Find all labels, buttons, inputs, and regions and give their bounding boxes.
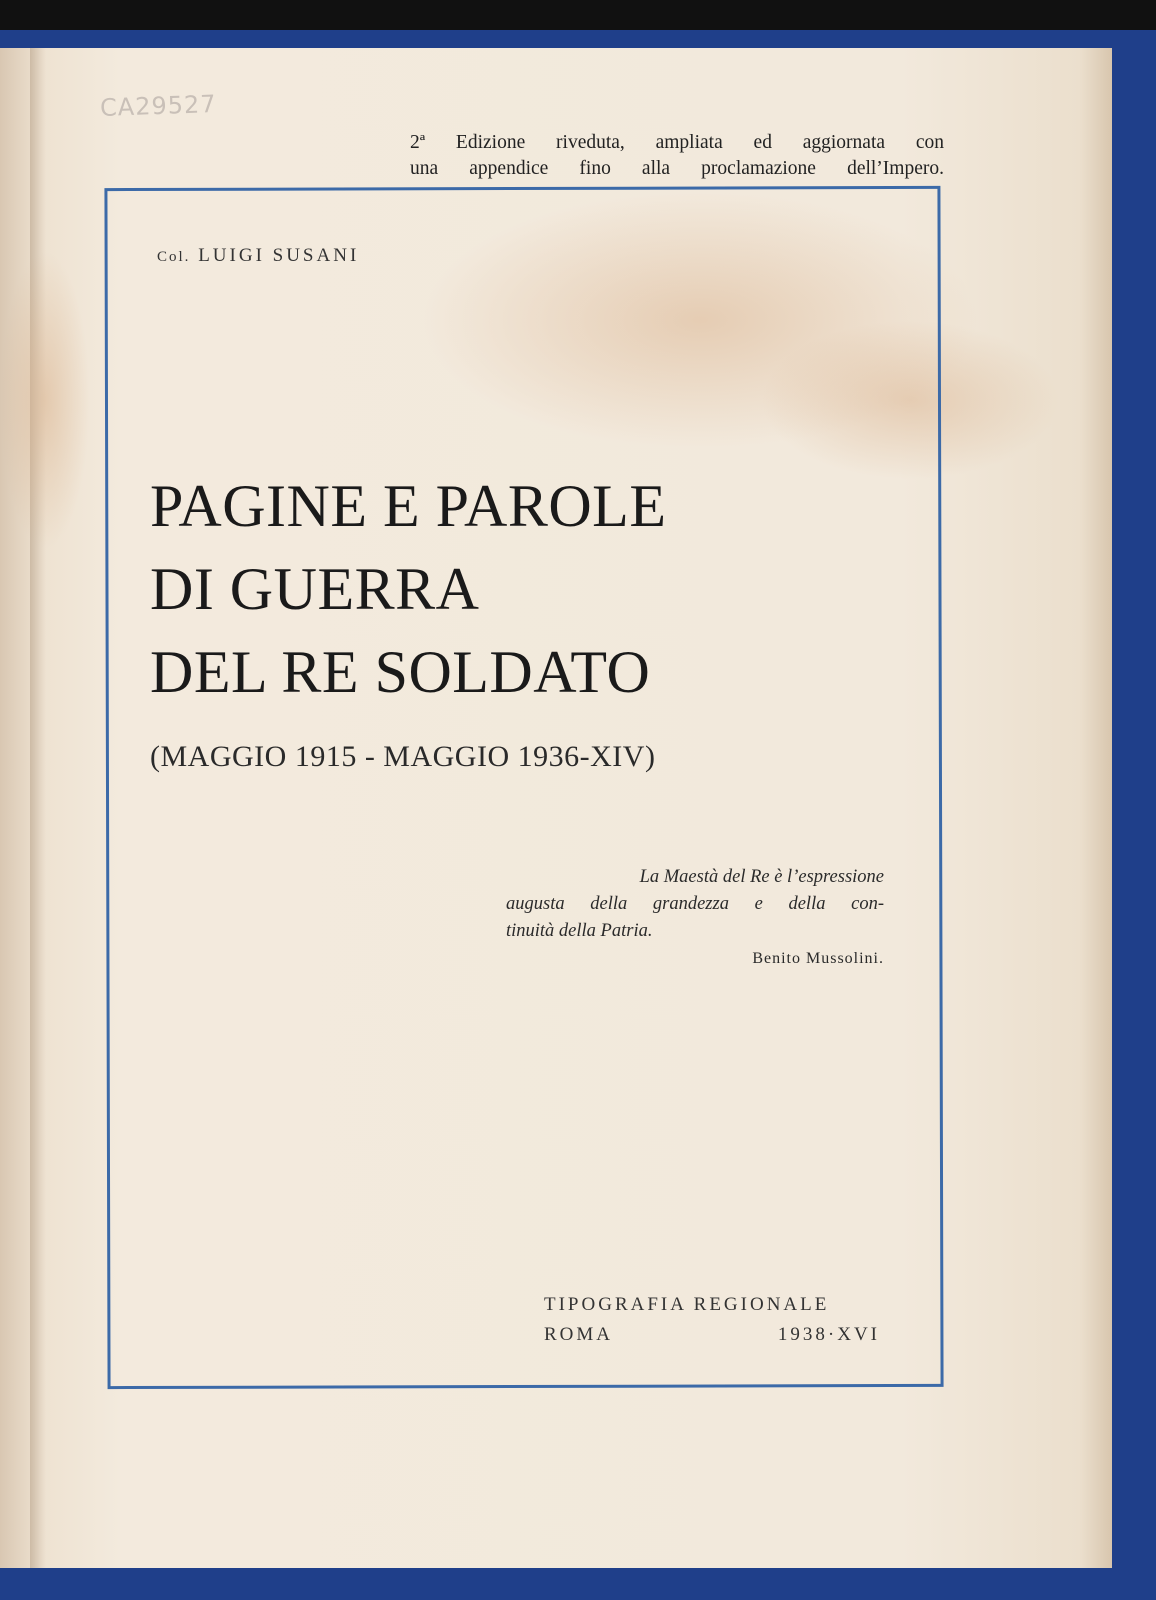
publisher-city: ROMA bbox=[544, 1324, 614, 1345]
author-line bbox=[157, 245, 359, 267]
epigraph bbox=[506, 864, 884, 945]
publisher-year: 1938·XVI bbox=[777, 1324, 880, 1345]
blue-border-frame bbox=[104, 186, 943, 1389]
epigraph-line: tinuità della Patria. bbox=[506, 921, 653, 941]
attribution-first-name: Benito bbox=[752, 950, 801, 967]
water-stain bbox=[0, 250, 90, 550]
title-line: DEL RE SOLDATO bbox=[150, 639, 651, 705]
author-name: LUIGI SUSANI bbox=[198, 245, 360, 266]
edition-note-line: 2ª Edizione riveduta, ampliata ed aggiornata con bbox=[410, 132, 944, 153]
publisher-place-date bbox=[544, 1320, 880, 1350]
title-line: PAGINE E PAROLE bbox=[150, 473, 667, 539]
epigraph-line: augusta della grandezza e della con- bbox=[506, 894, 884, 914]
edition-note bbox=[410, 130, 944, 182]
inventory-number: CA29527 bbox=[99, 89, 217, 123]
epigraph-line: La Maestà del Re è l’espressione bbox=[639, 867, 884, 887]
edition-note-line: una appendice fino alla proclamazione dell’Impero. bbox=[410, 158, 944, 179]
author-rank: Col. bbox=[157, 249, 191, 265]
attribution-last-name: Mussolini. bbox=[805, 950, 884, 967]
publisher-block bbox=[544, 1290, 880, 1350]
title-line: DI GUERRA bbox=[150, 556, 480, 622]
book-title bbox=[150, 465, 666, 714]
publisher-name: TIPOGRAFIA REGIONALE bbox=[544, 1294, 830, 1315]
book-subtitle: (MAGGIO 1915 - MAGGIO 1936-XIV) bbox=[150, 740, 656, 773]
epigraph-attribution bbox=[506, 950, 884, 968]
